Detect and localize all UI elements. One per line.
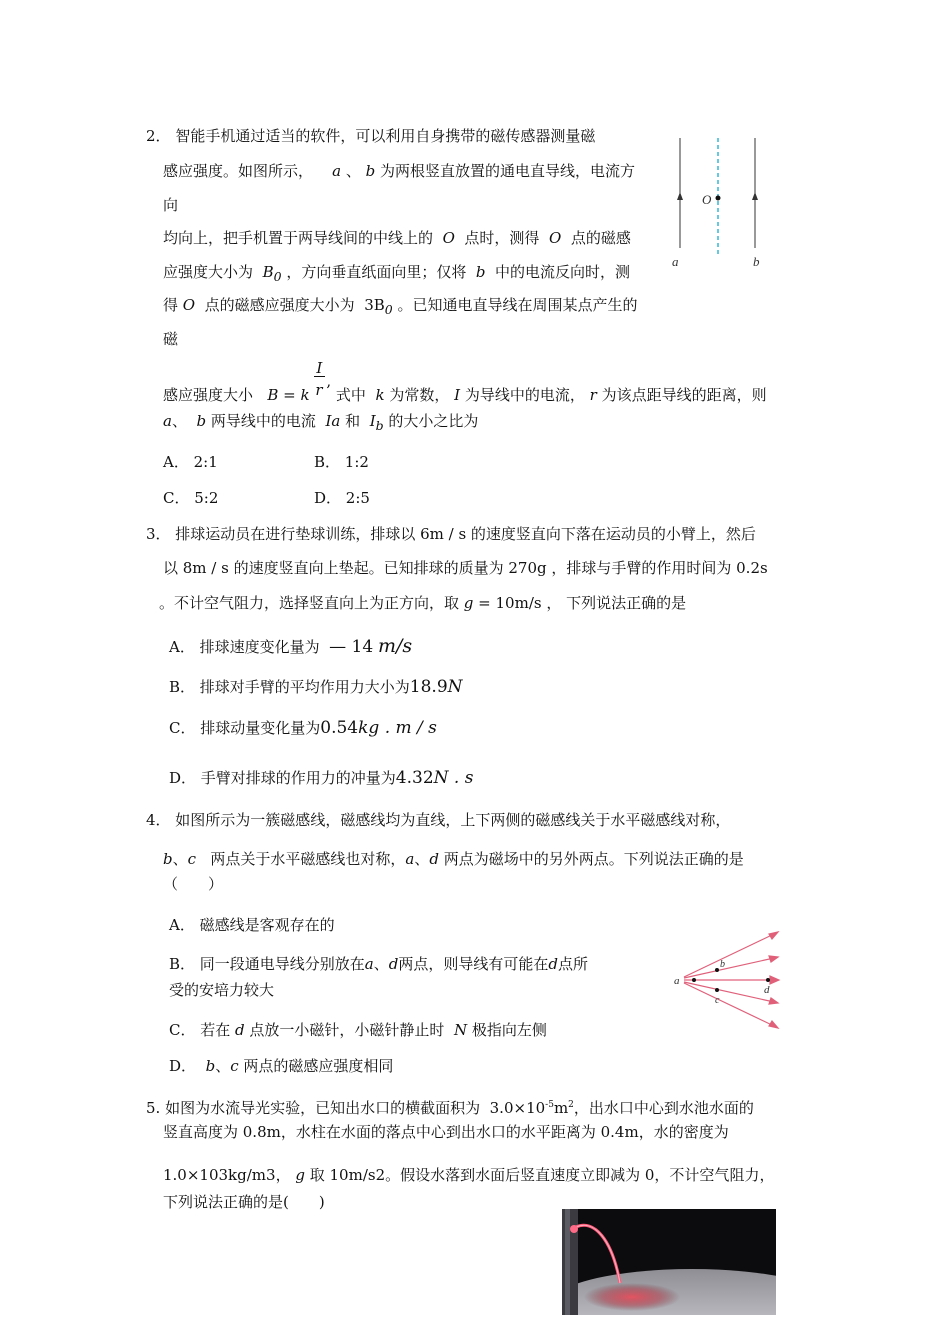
q2-line-9: a、 b 两导线中的电流 Ia 和 $I_b$ 的大小之比为 [163, 412, 479, 433]
wire-a-arrow [677, 192, 683, 200]
q3-line-2: 以 8m / s 的速度竖直向上垫起。已知排球的质量为 270g ，排球与手臂的作用时间为 0.2s [163, 559, 768, 577]
container-highlight [565, 1209, 570, 1315]
field-line-4 [684, 982, 774, 1002]
field-line-2-arrow [769, 956, 778, 962]
light-spot [584, 1283, 680, 1311]
field-line-5-arrow [769, 1021, 778, 1028]
field-line-4-arrow [769, 998, 778, 1004]
point-b [715, 968, 719, 972]
q2-line-1: 2． 智能手机通过适当的软件，可以利用自身携带的磁传感器测量磁 [146, 127, 596, 145]
q2-option-d[interactable]: D． 2:5 [314, 489, 370, 507]
label-a: a [674, 975, 680, 987]
point-d [766, 978, 770, 982]
q2-option-c[interactable]: C． 5:2 [163, 489, 219, 507]
q2-line-7: 磁 [163, 330, 179, 348]
outlet-glow [570, 1225, 578, 1233]
field-line-5 [684, 983, 774, 1026]
q4-option-b-cont: 受的安培力较大 [169, 981, 275, 999]
q2-line-4: 均向上，把手机置于两导线间的中线上的 O 点时，测得 O 点的磁感 [163, 229, 631, 247]
q2-line-3: 向 [163, 196, 179, 214]
q5-line-3: 1.0×103kg/m3， g 取 10m/s2。假设水落到水面后竖直速度立即减为 0，不计空气阻力， [163, 1166, 775, 1184]
q2-line-5: 应强度大小为 $B_0$ ，方向垂直纸面向里；仅将 b 中的电流反向时，测 [163, 263, 631, 284]
fraction-bar [314, 376, 325, 377]
point-o [716, 196, 721, 201]
q5-line-1: 5. 如图为水流导光实验，已知出水口的横截面积为 $3.0\times 10^{-5}m^2$，出水口中心到水池水面的 [146, 1099, 754, 1117]
q2-line-6: 得 O 点的磁感应强度大小为 $3B_0$ 。已知通电直导线在周围某点产生的 [163, 296, 638, 317]
q4-line-3: （ ） [163, 875, 224, 893]
label-o: O [702, 192, 712, 207]
label-b: b [720, 959, 725, 970]
q3-line-3: 。不计空气阻力，选择竖直向上为正方向，取 g = 10m/s ， 下列说法正确的是 [159, 594, 687, 612]
q5-water-light-photo [562, 1209, 776, 1315]
field-line-3-arrow [770, 976, 779, 984]
q5-line-4: 下列说法正确的是( ) [163, 1193, 325, 1211]
field-line-1-arrow [769, 932, 778, 939]
q4-field-lines-figure [670, 925, 785, 1030]
wire-b-arrow [752, 192, 758, 200]
q4-option-c[interactable]: C． 若在 d 点放一小磁针，小磁针静止时 N 极指向左侧 [169, 1021, 547, 1039]
q3-option-d[interactable]: D． 手臂对排球的作用力的冲量为4.32N . s [169, 768, 474, 788]
label-d: d [764, 984, 770, 996]
q2-line-2: 感应强度。如图所示， a 、 b 为两根竖直放置的通电直导线，电流方 [163, 162, 636, 180]
q2-option-a[interactable]: A． 2:1 [163, 453, 218, 471]
q4-option-a[interactable]: A． 磁感线是客观存在的 [169, 916, 335, 934]
label-a: a [672, 254, 679, 269]
point-a [692, 978, 696, 982]
point-c [715, 988, 719, 992]
q4-line-2: b、c 两点关于水平磁感线也对称，a、d 两点为磁场中的另外两点。下列说法正确的是 [163, 850, 744, 868]
q3-line-1: 3． 排球运动员在进行垫球训练，排球以 6m / s 的速度竖直向下落在运动员的小臂上，然后 [146, 525, 756, 543]
label-c: c [715, 995, 720, 1006]
fraction-i-over-r: $\frac{I}{r}$ [314, 380, 326, 400]
q4-option-b[interactable]: B． 同一段通电导线分别放在a、d两点，则导线有可能在d点所 [169, 955, 589, 973]
q3-option-b[interactable]: B． 排球对手臂的平均作用力大小为18.9N [169, 677, 463, 697]
q3-option-a[interactable]: A． 排球速度变化量为 — 14 m/s [169, 635, 413, 657]
q4-option-d[interactable]: D． b、c 两点的磁感应强度相同 [169, 1057, 394, 1075]
q2-line-8: 感应强度大小 B = k $\frac{I}{r}$ , 式中 k 为常数， I 为导线中的电流， r 为该点距导线的距离，则 [163, 359, 767, 404]
label-b: b [753, 254, 760, 269]
q5-line-2: 竖直高度为 0.8m，水柱在水面的落点中心到出水口的水平距离为 0.4m，水的密度为 [163, 1123, 729, 1141]
q3-option-c[interactable]: C． 排球动量变化量为0.54kg . m / s [169, 718, 437, 738]
q2-option-b[interactable]: B． 1:2 [314, 453, 369, 471]
field-line-2 [684, 958, 774, 978]
field-line-1 [684, 934, 774, 977]
q2-wire-figure [665, 132, 775, 272]
q4-line-1: 4． 如图所示为一簇磁感线，磁感线均为直线，上下两侧的磁感线关于水平磁感线对称， [146, 811, 731, 829]
q2-number: 2． [146, 127, 171, 145]
